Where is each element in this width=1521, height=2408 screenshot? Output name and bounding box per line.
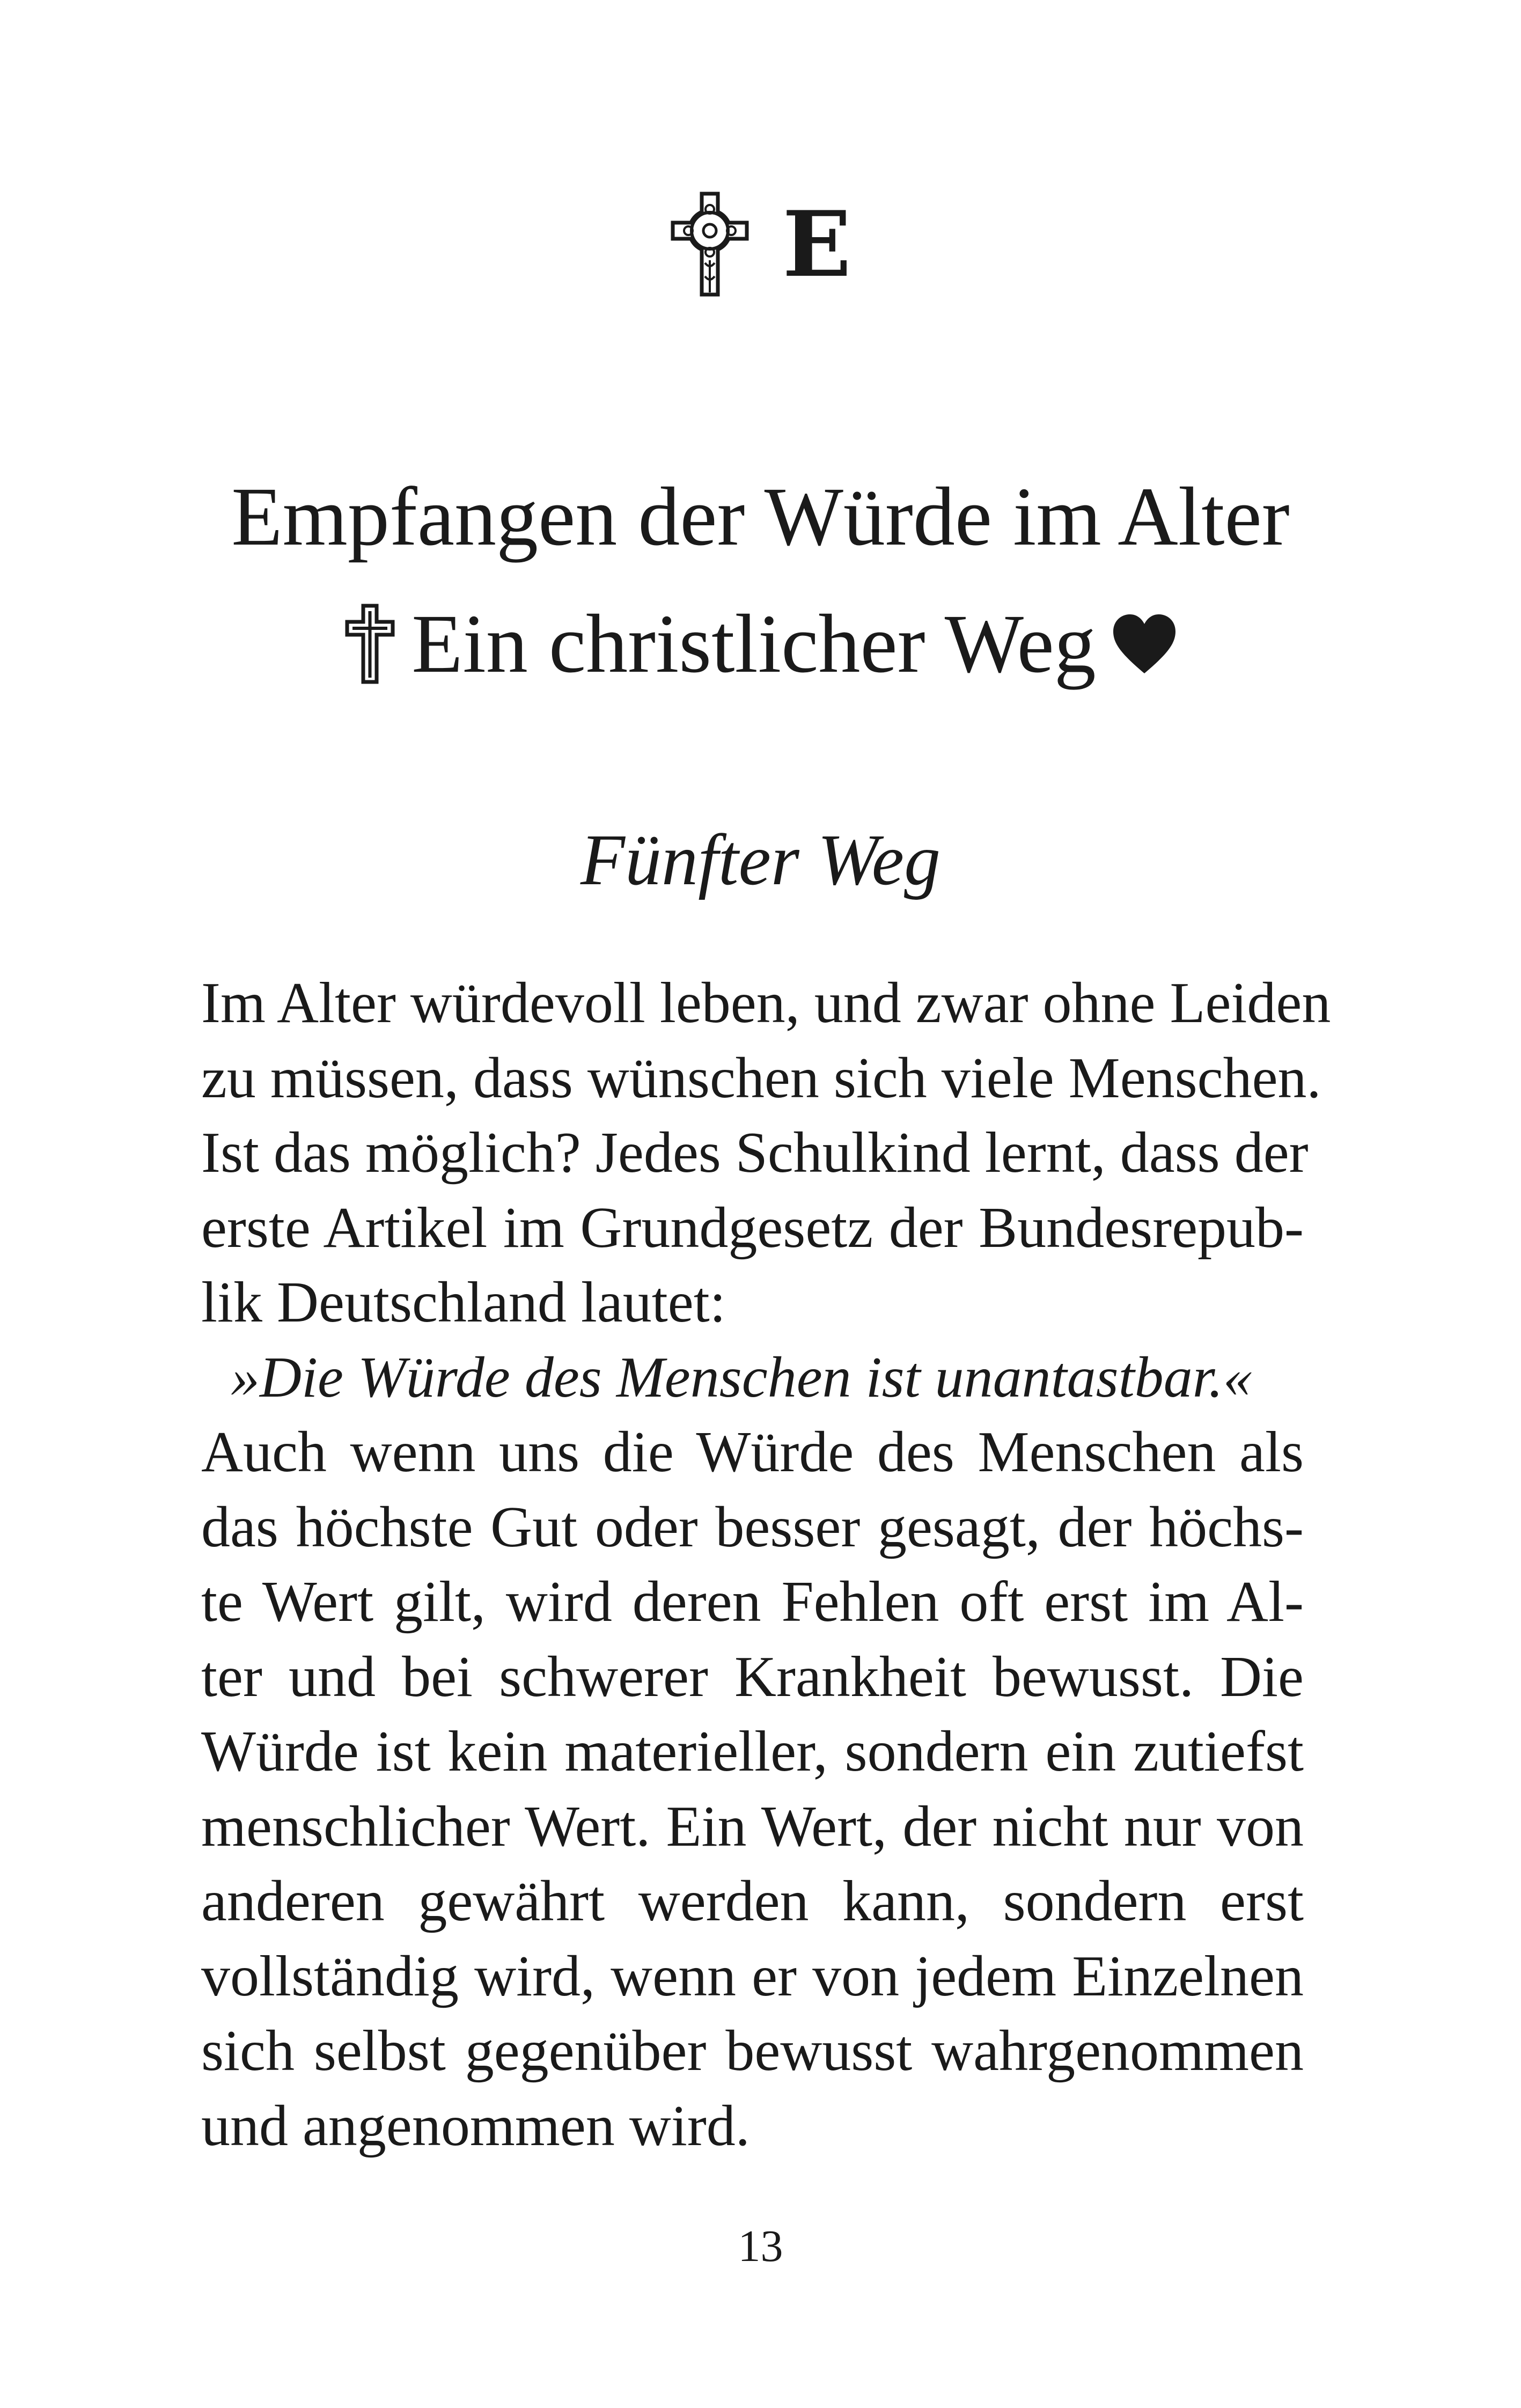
chapter-initial: E	[782, 191, 851, 297]
body-line: zu müssen, dass wünschen sich viele Menschen.	[201, 1046, 1321, 1110]
body-line: Würde ist kein materieller, sondern ein zutiefst	[201, 1720, 1304, 1783]
body-line: vollständig wird, wenn er von jedem Einzelnen	[201, 1944, 1304, 2008]
body-line: Ist das möglich? Jedes Schulkind lernt, dass der	[201, 1121, 1309, 1185]
body-paragraph	[201, 966, 1331, 2163]
body-line: das höchste Gut oder besser gesagt, der höchs-	[201, 1495, 1304, 1559]
body-line: erste Artikel im Grundgesetz der Bundesrepub-	[201, 1195, 1304, 1260]
body-line: sich selbst gegenüber bewusst wahrgenommen	[201, 2019, 1304, 2083]
body-line: menschlicher Wert. Ein Wert, der nicht nur von	[201, 1794, 1304, 1859]
celtic-cross-icon	[670, 190, 750, 298]
subtitle-text: Ein christlicher Weg	[412, 597, 1096, 690]
heart-icon	[1112, 613, 1177, 675]
body-line: Auch wenn uns die Würde des Menschen als	[201, 1420, 1304, 1484]
section-heading: Fünfter Weg	[580, 820, 941, 900]
page-number: 13	[738, 2221, 783, 2271]
constitution-quote: »Die Würde des Menschen ist unantastbar.«	[231, 1345, 1252, 1409]
body-line: lik Deutschland lautet:	[201, 1271, 726, 1334]
body-line: te Wert gilt, wird deren Fehlen oft erst im Al-	[201, 1570, 1304, 1634]
book-subtitle	[0, 597, 1521, 690]
body-line: anderen gewährt werden kann, sondern erst	[201, 1869, 1304, 1933]
book-title: Empfangen der Würde im Alter	[231, 470, 1290, 563]
body-line: und angenommen wird.	[201, 2094, 750, 2158]
body-line: Im Alter würdevoll leben, und zwar ohne Leiden	[201, 971, 1331, 1035]
latin-cross-icon	[344, 604, 395, 684]
chapter-emblem	[0, 190, 1521, 298]
body-line: ter und bei schwerer Krankheit bewusst. Die	[201, 1645, 1304, 1709]
